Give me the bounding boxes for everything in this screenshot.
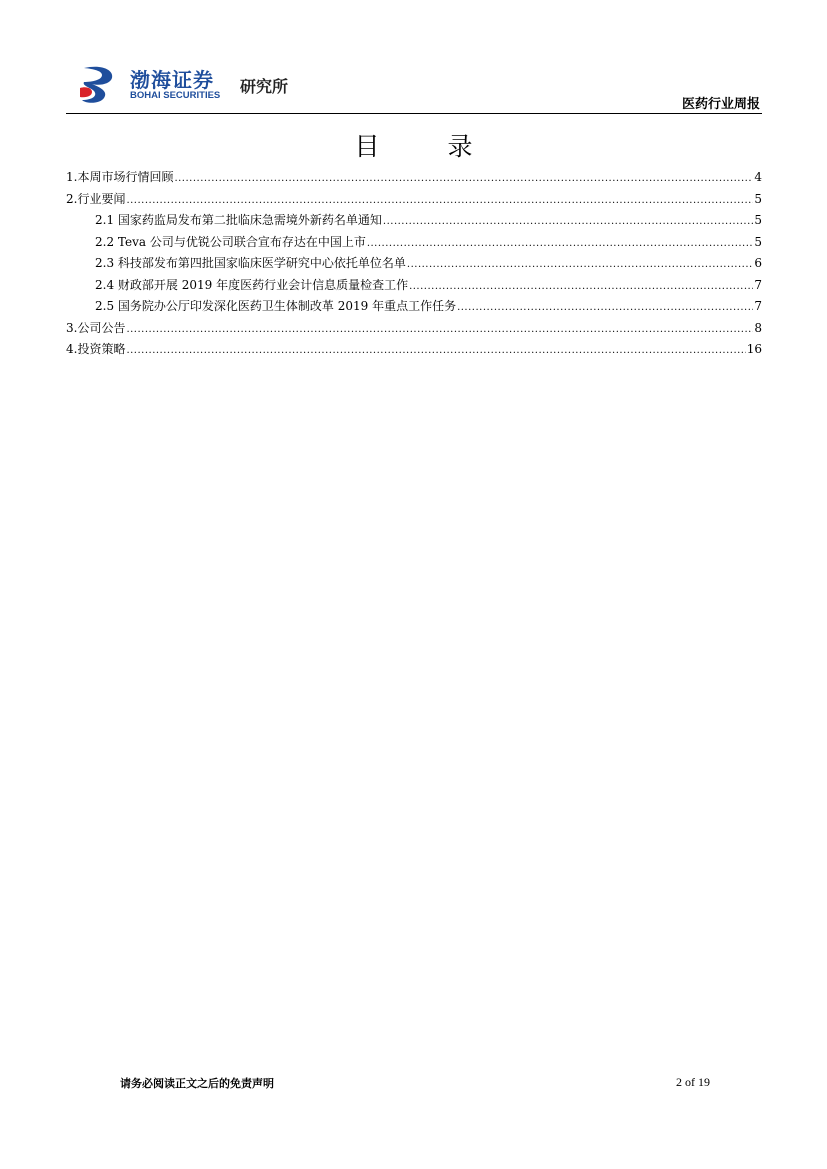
toc-entry-page: 7 [754, 299, 762, 313]
toc-entry-2-5[interactable] [66, 296, 762, 318]
toc-entry-label: 2.3 科技部发布第四批国家临床医学研究中心依托单位名单 [95, 256, 406, 270]
toc-entry-page: 5 [754, 234, 762, 249]
toc-entry-label: 2.行业要闻 [66, 191, 126, 206]
toc-entry-4[interactable] [66, 339, 762, 361]
header-divider [66, 113, 762, 114]
company-logo [78, 62, 308, 106]
dot-leader [383, 210, 753, 233]
report-type-label: 医药行业周报 [681, 97, 760, 112]
logo-chinese-name: 渤海证券 [130, 68, 214, 92]
dot-leader [174, 167, 753, 190]
toc-entry-2[interactable] [66, 189, 762, 211]
toc-entry-page: 6 [754, 256, 762, 270]
disclaimer-notice: 请务必阅读正文之后的免责声明 [120, 1077, 274, 1090]
toc-entry-page: 7 [754, 277, 762, 292]
bohai-logo-icon [78, 64, 120, 104]
dot-leader [407, 253, 753, 276]
toc-entry-2-2[interactable] [66, 232, 762, 254]
toc-entry-2-3[interactable] [66, 253, 762, 275]
report-header [66, 62, 762, 114]
toc-entry-label: 2.1 国家药监局发布第二批临床急需境外新药名单通知 [95, 213, 382, 227]
toc-entry-2-4[interactable] [66, 275, 762, 297]
toc-title: 目 录 [354, 132, 503, 161]
dot-leader [126, 339, 745, 362]
toc-entry-label: 2.2 Teva 公司与优锐公司联合宣布存达在中国上市 [95, 234, 366, 249]
logo-english-name: BOHAI SECURITIES [130, 90, 221, 101]
toc-entry-2-1[interactable] [66, 210, 762, 232]
dot-leader [367, 232, 754, 255]
dot-leader [126, 318, 753, 341]
toc-entry-3[interactable] [66, 318, 762, 340]
table-of-contents [66, 167, 762, 361]
dot-leader [126, 189, 753, 212]
toc-entry-page: 4 [754, 170, 762, 184]
toc-entry-label: 1.本周市场行情回顾 [66, 170, 174, 184]
page-number: 2 of 19 [676, 1075, 710, 1089]
toc-entry-label: 2.5 国务院办公厅印发深化医药卫生体制改革 2019 年重点工作任务 [95, 299, 457, 313]
page-footer [120, 1075, 710, 1093]
toc-entry-page: 5 [754, 191, 762, 206]
toc-entry-label: 3.公司公告 [66, 320, 126, 335]
toc-entry-label: 2.4 财政部开展 2019 年度医药行业会计信息质量检查工作 [95, 277, 409, 292]
institute-label: 研究所 [240, 77, 289, 96]
dot-leader [409, 275, 753, 298]
toc-entry-page: 16 [746, 342, 762, 356]
dot-leader [457, 296, 753, 319]
toc-entry-page: 8 [754, 320, 762, 335]
toc-entry-1[interactable] [66, 167, 762, 189]
toc-entry-label: 4.投资策略 [66, 342, 126, 356]
toc-entry-page: 5 [754, 213, 762, 227]
